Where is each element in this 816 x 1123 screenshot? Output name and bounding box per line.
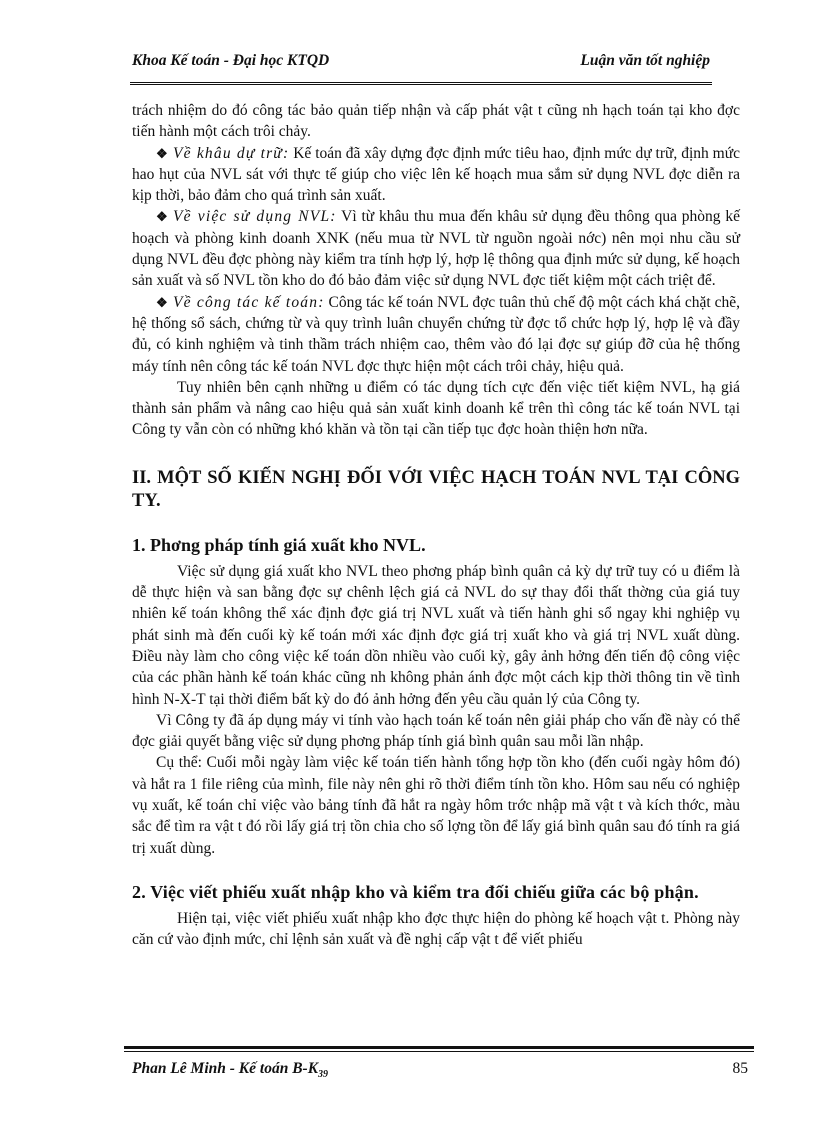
- paragraph-method: Việc sử dụng giá xuất kho NVL theo phơng pháp bình quân cả kỳ dự trữ tuy có u điểm là dễ thực hiện và san bằng đợc sự chênh lệch giá cả NVL do sự thay đổi thất thờng của giá tuy nhiên kế toán không thể xác định đợc giá trị NVL xuất và tiến hành ghi sổ ngay khi nghiệp vụ phát sinh mà đến cuối kỳ kế toán mới xác định đợc giá trị xuất kho và giá trị NVL xuất dùng. Điều này làm cho công việc kế toán dồn nhiều vào cuối kỳ, gây ảnh hởng đến tiến độ công việc của các phần hành kế toán khác cũng nh không phản ánh đợc một cách kịp thời thông tin về tình hình N-X-T tại thời điểm bất kỳ do đó ảnh hởng đến yêu cầu quản lý của Công ty.: [132, 562, 740, 708]
- subsection-heading-2: 2. Việc viết phiếu xuất nhập kho và kiểm tra đối chiếu giữa các bộ phận.: [132, 881, 699, 902]
- page-header: [132, 52, 710, 76]
- paragraph-label: Về khâu dự trữ:: [173, 144, 290, 162]
- footer-author-name: Phan Lê Minh - Kế toán B-K: [132, 1060, 319, 1077]
- footer-rule-thin: [124, 1051, 754, 1052]
- diamond-bullet-icon: ❖: [156, 294, 168, 310]
- paragraph-solution: Vì Công ty đã áp dụng máy vi tính vào hạch toán kế toán nên giải pháp cho vấn đề này có thể đợc giải quyết bằng việc sử dụng phơng pháp tính giá bình quân sau mỗi lần nhập.: [132, 711, 740, 751]
- header-rule: [130, 82, 712, 85]
- paragraph-continuation: trách nhiệm do đó công tác bảo quản tiếp nhận và cấp phát vật t cũng nh hạch toán tại kho đợc tiến hành một cách trôi chảy.: [132, 102, 740, 141]
- page-number: 85: [732, 1060, 748, 1077]
- diamond-bullet-icon: ❖: [156, 145, 168, 161]
- footer-rule: [124, 1046, 754, 1049]
- subsection-heading-1: 1. Phơng pháp tính giá xuất kho NVL.: [132, 534, 426, 555]
- paragraph-reserve: [132, 143, 740, 207]
- page-footer: [132, 1060, 748, 1084]
- paragraph-label: Về việc sử dụng NVL:: [173, 208, 337, 226]
- paragraph-text: Vì từ khâu thu mua đến khâu sử dụng đều thông qua phòng kế hoạch và phòng kinh doanh XNK (nếu mua từ NVL từ nguồn ngoài nớc) nên mọi nhu cầu sử dụng NVL đều đợc phòng này kiểm tra tính hợp lý, hợp lệ thông qua định mức sử dụng, kế hoạch sản xuất và số NVL tồn kho do đó bảo đảm việc sử dụng NVL đợc tiết kiệm một cách triệt để.: [132, 208, 741, 290]
- paragraph-specific: Cụ thể: Cuối mỗi ngày làm việc kế toán tiến hành tổng hợp tồn kho (đến cuối ngày hôm đó) và hắt ra 1 file riêng của mình, file này nên ghi rõ thời điểm tính tồn kho. Hôm sau nếu có nghiệp vụ xuất, kế toán chỉ việc vào bảng tính đã hắt ra ngày hôm trớc nhập mã vật t và kích thớc, màu sắc để tìm ra vật t đó rồi lấy giá trị tồn chia cho số lợng tồn để lấy giá bình quân sau đó tính ra giá trị xuất dùng.: [132, 754, 740, 857]
- paragraph-label: Về công tác kế toán:: [173, 293, 325, 311]
- footer-author: [132, 1060, 328, 1080]
- paragraph-text: Công tác kế toán NVL đợc tuân thủ chế độ một cách khá chặt chẽ, hệ thống sổ sách, chứng từ và quy trình luân chuyển chứng từ đợc tổ chức hợp lý, hợp lệ và đầy đủ, có kinh nghiệm và tinh thầm trách nhiệm cao, thêm vào đó lại đợc sự giúp đỡ của hệ thống máy tính nên công tác kế toán NVL đợc thực hiện một cách trôi chảy, hiệu quả.: [132, 293, 740, 375]
- paragraph-current: Hiện tại, việc viết phiếu xuất nhập kho đợc thực hiện do phòng kế hoạch vật t. Phòng này căn cứ vào định mức, chỉ lệnh sản xuất và đề nghị cấp vật t để viết phiếu: [132, 909, 740, 949]
- paragraph-usage: [132, 206, 740, 291]
- section-heading: II. MỘT SỐ KIẾN NGHỊ ĐỐI VỚI VIỆC HẠCH TOÁN NVL TẠI CÔNG TY.: [132, 467, 740, 511]
- paragraph-text: Kế toán đã xây dựng đợc định mức tiêu hao, định mức dự trữ, định mức hao hụt của NVL sát với thực tế giúp cho việc lên kế hoạch mua sắm sử dụng NVL đợc diễn ra kịp thời, bảo đảm cho quá trình sản xuất.: [132, 144, 740, 205]
- diamond-bullet-icon: ❖: [156, 209, 168, 225]
- footer-author-cohort: 39: [318, 1069, 329, 1081]
- paragraph-however: Tuy nhiên bên cạnh những u điểm có tác dụng tích cực đến việc tiết kiệm NVL, hạ giá thành sản phẩm và nâng cao hiệu quả sản xuất kinh doanh kể trên thì công tác kế toán NVL tại Công ty vẫn còn có những khó khăn và tồn tại cần tiếp tục đợc hoàn thiện hơn nữa.: [132, 378, 740, 439]
- header-thesis-label: Luận văn tốt nghiệp: [580, 52, 710, 69]
- header-faculty: Khoa Kế toán - Đại học KTQD: [132, 52, 330, 69]
- page-body: [132, 100, 740, 951]
- paragraph-accounting: [132, 292, 740, 377]
